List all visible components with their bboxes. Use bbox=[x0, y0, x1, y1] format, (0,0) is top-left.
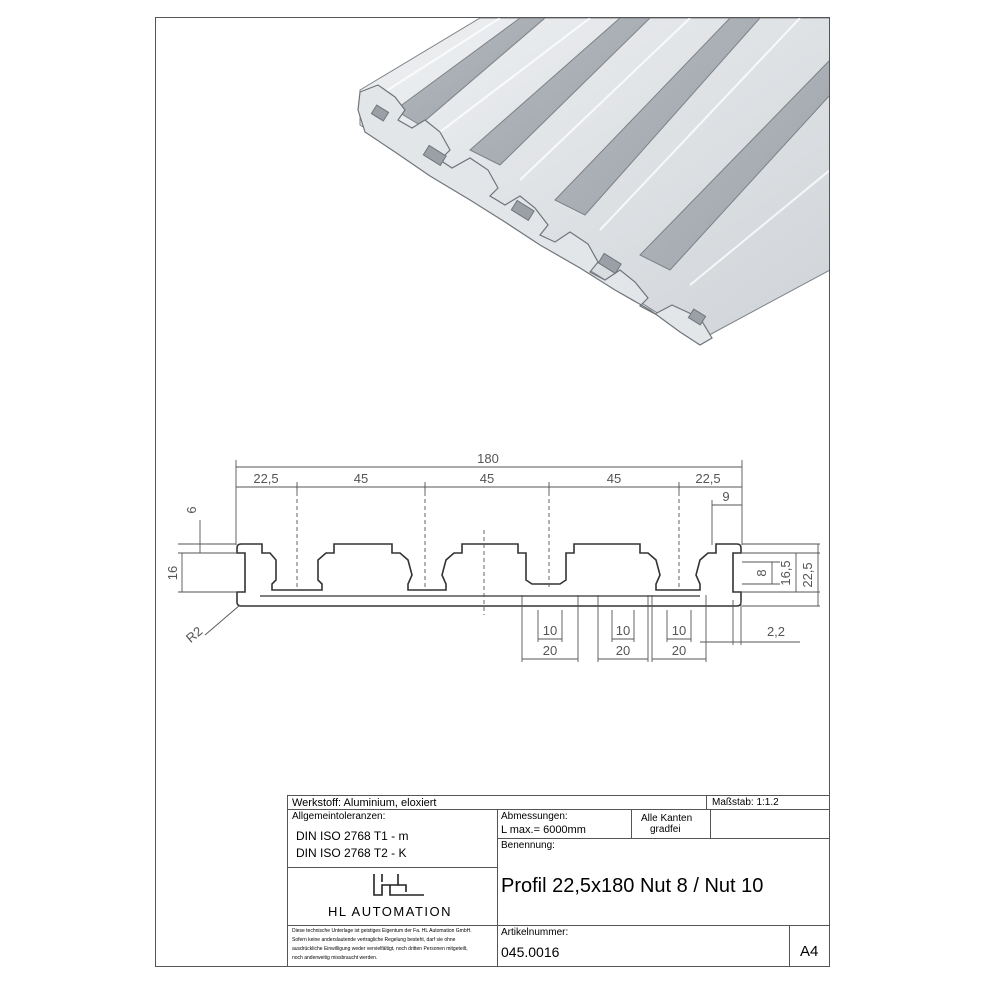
hl-automation-logo bbox=[372, 872, 426, 898]
tb-line bbox=[497, 838, 830, 839]
dimension-labels bbox=[165, 451, 815, 658]
dim-180: 180 bbox=[477, 451, 499, 466]
designation: Profil 22,5x180 Nut 8 / Nut 10 bbox=[501, 875, 764, 897]
article-label: Artikelnummer: bbox=[501, 927, 569, 938]
designation-label: Benennung: bbox=[501, 840, 555, 851]
dim-16-5: 16,5 bbox=[778, 560, 793, 586]
tolerance-1: DIN ISO 2768 T1 - m bbox=[296, 829, 409, 843]
dim-r2: R2 bbox=[182, 623, 206, 646]
dim-22-5-height: 22,5 bbox=[800, 562, 815, 588]
dim-45-b: 45 bbox=[479, 471, 495, 486]
paper-format: A4 bbox=[800, 943, 819, 960]
dim-45-c: 45 bbox=[606, 471, 622, 486]
tolerance-2: DIN ISO 2768 T2 - K bbox=[296, 846, 407, 860]
tb-line bbox=[287, 867, 497, 868]
legal-line-1: Diese technische Unterlage ist geistiges Eigentum der Fa. HL Automation GmbH. bbox=[292, 928, 472, 934]
dim-22-5-right: 22,5 bbox=[695, 471, 721, 486]
scale-text: Maßstab: 1:1.2 bbox=[712, 797, 779, 808]
dim-10-c: 10 bbox=[671, 623, 687, 638]
tb-line bbox=[287, 925, 830, 926]
profile-cross-section bbox=[237, 544, 741, 606]
dim-22-5-left: 22,5 bbox=[253, 471, 279, 486]
dim-10-a: 10 bbox=[542, 623, 558, 638]
dim-20-b: 20 bbox=[615, 643, 631, 658]
dimensions-label: Abmessungen: bbox=[501, 811, 568, 822]
tb-line bbox=[706, 795, 707, 809]
length-max: L max.= 6000mm bbox=[501, 824, 586, 836]
dim-45-a: 45 bbox=[353, 471, 369, 486]
dim-10-b: 10 bbox=[615, 623, 631, 638]
tolerances-label: Allgemeintoleranzen: bbox=[292, 811, 386, 822]
dim-16: 16 bbox=[165, 565, 180, 581]
legal-line-2: Sofern keine anderslautende vertragliche Regelung besteht, darf sie ohne bbox=[292, 937, 456, 943]
dim-6: 6 bbox=[184, 506, 199, 514]
dim-20-a: 20 bbox=[542, 643, 558, 658]
tb-line bbox=[631, 809, 632, 838]
tb-line bbox=[789, 925, 790, 967]
company-name: HL AUTOMATION bbox=[328, 904, 452, 919]
legal-line-3: ausdrückliche Einwilligung weder vervielfältigt, noch dritten Personen mitgeteilt, bbox=[292, 946, 468, 952]
section-outline bbox=[237, 544, 741, 606]
article-number: 045.0016 bbox=[501, 944, 560, 960]
profile-3d-view bbox=[358, 18, 830, 345]
dim-2-2: 2,2 bbox=[766, 624, 786, 639]
dim-8: 8 bbox=[754, 569, 769, 577]
edges-line1: Alle Kanten bbox=[641, 813, 693, 824]
tb-line bbox=[287, 809, 830, 810]
tb-line bbox=[497, 809, 498, 967]
dim-9: 9 bbox=[722, 489, 730, 504]
legal-line-4: noch anderweitig missbraucht werden. bbox=[292, 955, 378, 961]
edges-line2: gradfei bbox=[650, 824, 681, 835]
dim-20-c: 20 bbox=[671, 643, 687, 658]
tb-line bbox=[710, 809, 711, 838]
material-text: Werkstoff: Aluminium, eloxiert bbox=[292, 797, 437, 809]
